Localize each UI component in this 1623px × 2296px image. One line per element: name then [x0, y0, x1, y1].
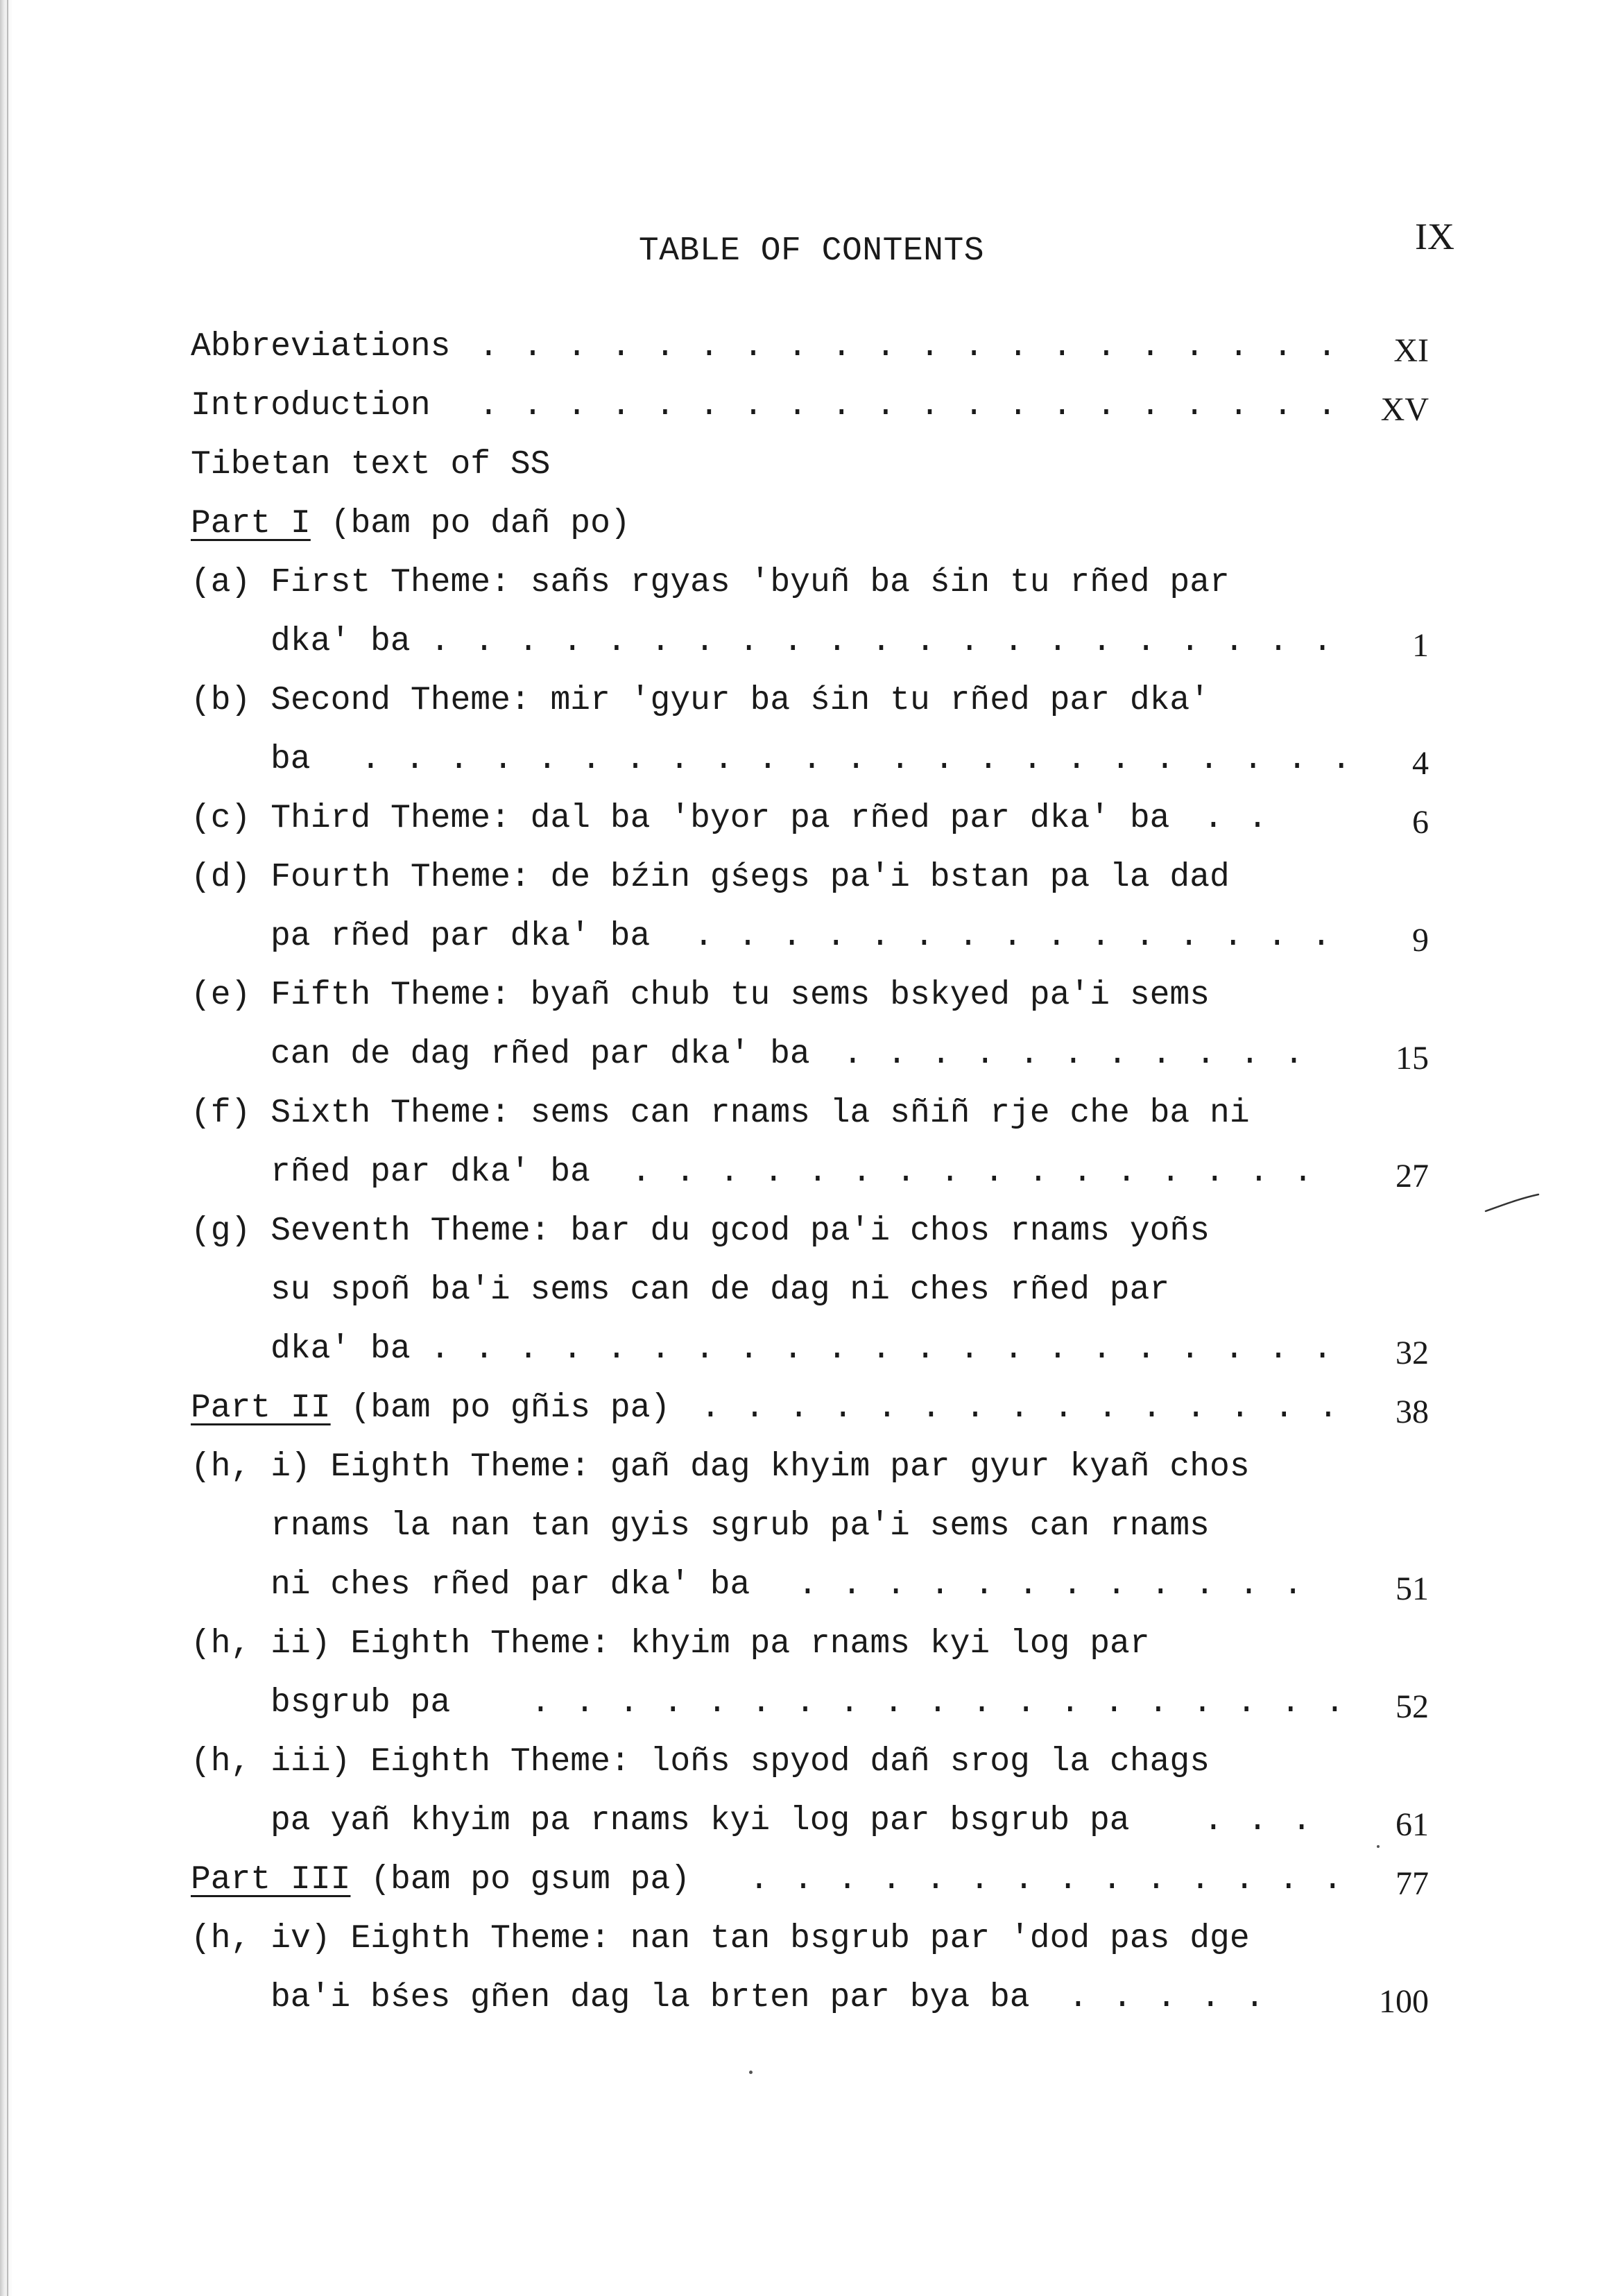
- toc-entry-label: Tibetan text of SS: [191, 446, 551, 483]
- toc-entry-label: Introduction: [191, 387, 431, 425]
- toc-entry-page: 51: [1396, 1570, 1429, 1607]
- dot-leader: . . . . . . . . . . .: [843, 1036, 1306, 1073]
- dot-leader: . . . . . . . . . . . . . . .: [701, 1389, 1341, 1427]
- dot-leader: . . . . . . . . . . . . . . . . . . .: [531, 1684, 1347, 1722]
- toc-entry-label: rnams la nan tan gyis sgrub pa'i sems can rnams: [270, 1507, 1210, 1545]
- toc-entry-label: (d) Fourth Theme: de bźin gśegs pa'i bstan pa la dad: [191, 859, 1230, 896]
- toc-entry-label: (h, i) Eighth Theme: gañ dag khyim par gyur kyañ chos: [191, 1448, 1250, 1486]
- part-subtitle: (bam po gñis pa): [330, 1389, 671, 1427]
- dot-leader: . . . . . . . . . . . . . . .: [694, 918, 1334, 955]
- dot-leader: . . .: [1203, 1802, 1314, 1840]
- toc-entry-page: XV: [1380, 391, 1429, 428]
- toc-entry-label: (c) Third Theme: dal ba 'byor pa rñed par dka' ba: [191, 800, 1170, 837]
- scan-speck: [749, 2071, 753, 2074]
- toc-entry-label: ba'i bśes gñen dag la brten par bya ba: [270, 1979, 1030, 2016]
- toc-entry-label: bsgrub pa: [270, 1684, 451, 1722]
- toc-entry-label: (h, ii) Eighth Theme: khyim pa rnams kyi log par: [191, 1625, 1150, 1663]
- toc-entry-theme-c: [0, 798, 1623, 839]
- toc-part-heading: [0, 503, 1623, 545]
- roman-page-number: IX: [1415, 216, 1454, 257]
- dot-leader: . . . . . . . . . . . . . . . . . . . . .: [430, 1330, 1334, 1368]
- toc-entry-theme-e-line1: [0, 975, 1623, 1016]
- toc-entry-theme-b-line2: [0, 739, 1623, 780]
- toc-entry-page: 77: [1396, 1865, 1429, 1902]
- toc-entry-theme-g-line2: [0, 1269, 1623, 1311]
- toc-entry-label: (b) Second Theme: mir 'gyur ba śin tu rñed par dka': [191, 682, 1210, 719]
- toc-entry-theme-h-iii-line2: [0, 1800, 1623, 1842]
- toc-entry-page: 1: [1412, 627, 1429, 664]
- part-subtitle: (bam po dañ po): [310, 505, 630, 542]
- toc-entry-label: [191, 1387, 670, 1429]
- toc-entry-label: su spoñ ba'i sems can de dag ni ches rñed par: [270, 1271, 1170, 1309]
- dot-leader: . .: [1203, 800, 1270, 837]
- toc-entry-label: can de dag rñed par dka' ba: [270, 1036, 810, 1073]
- toc-entry-theme-e-line2: [0, 1034, 1623, 1075]
- toc-entry-theme-g-line1: [0, 1210, 1623, 1252]
- toc-entry-label: ba: [270, 741, 311, 778]
- toc-entry-page: 9: [1412, 922, 1429, 959]
- dot-leader: . . . . . . . . . . . . . . . . . . . . . . .: [361, 741, 1354, 778]
- toc-entry-label: (g) Seventh Theme: bar du gcod pa'i chos rnams yoñs: [191, 1213, 1210, 1250]
- toc-entry-theme-a-line2: [0, 621, 1623, 662]
- dot-leader: . . . . . . . . . . . . . . . .: [631, 1154, 1315, 1191]
- dot-leader: . . . . . . . . . . . . . . . . . . . .: [479, 328, 1339, 366]
- toc-entry-page: 52: [1396, 1688, 1429, 1725]
- pencil-stroke-icon: [1484, 1193, 1540, 1214]
- toc-entry-theme-h-i-line1: [0, 1446, 1623, 1488]
- toc-entry-theme-h-iii-line1: [0, 1741, 1623, 1783]
- toc-entry-page: 100: [1379, 1983, 1429, 2020]
- toc-entry-label: ni ches rñed par dka' ba: [270, 1566, 750, 1604]
- toc-entry-theme-a-line1: [0, 562, 1623, 603]
- page-title: TABLE OF CONTENTS: [638, 232, 985, 270]
- toc-entry-theme-d-line1: [0, 857, 1623, 898]
- toc-entry-label: pa yañ khyim pa rnams kyi log par bsgrub pa: [270, 1802, 1130, 1840]
- toc-entry-label: (a) First Theme: sañs rgyas 'byuñ ba śin tu rñed par: [191, 564, 1230, 601]
- toc-entry-page: 15: [1396, 1040, 1429, 1077]
- toc-entry-theme-h-ii-line2: [0, 1682, 1623, 1724]
- toc-entry-label: dka' ba: [270, 1330, 411, 1368]
- toc-entry-theme-f-line1: [0, 1093, 1623, 1134]
- dot-leader: . . . . . . . . . . . . . .: [749, 1861, 1345, 1899]
- scan-speck: [1377, 1845, 1380, 1848]
- toc-entry-page: 4: [1412, 745, 1429, 782]
- part-underlined-label: Part II: [191, 1389, 331, 1427]
- toc-entry-page: 61: [1396, 1806, 1429, 1843]
- dot-leader: . . . . . . . . . . . . . . . . . . . . .: [430, 623, 1334, 660]
- toc-entry-label: (h, iii) Eighth Theme: loñs spyod dañ srog la chags: [191, 1743, 1210, 1781]
- toc-part-heading: [0, 1387, 1623, 1429]
- toc-entry-page: 38: [1396, 1394, 1429, 1430]
- toc-entry-theme-h-ii-line1: [0, 1623, 1623, 1665]
- dot-leader: . . . . . . . . . . . . . . . . . . . .: [479, 387, 1339, 425]
- toc-entry-page: XI: [1393, 332, 1429, 369]
- toc-entry-page: 27: [1396, 1158, 1429, 1194]
- toc-entry-theme-d-line2: [0, 916, 1623, 957]
- part-subtitle: (bam po gsum pa): [350, 1861, 691, 1899]
- toc-entry-theme-h-i-line2: [0, 1505, 1623, 1547]
- toc-entry-theme-h-iv-line1: [0, 1918, 1623, 1960]
- dot-leader: . . . . . . . . . . . .: [798, 1566, 1305, 1604]
- toc-entry-theme-h-iv-line2: [0, 1977, 1623, 2019]
- toc-entry-theme-g-line3: [0, 1328, 1623, 1370]
- toc-entry-label: (h, iv) Eighth Theme: nan tan bsgrub par 'dod pas dge: [191, 1920, 1250, 1957]
- toc-entry-label: (e) Fifth Theme: byañ chub tu sems bskyed pa'i sems: [191, 977, 1210, 1014]
- toc-entry-label: [191, 1859, 690, 1901]
- part-underlined-label: Part I: [191, 505, 311, 542]
- toc-entry-page: 32: [1396, 1335, 1429, 1371]
- toc-entry-theme-f-line2: [0, 1151, 1623, 1193]
- toc-entry-page: 6: [1412, 804, 1429, 841]
- toc-entry-label: pa rñed par dka' ba: [270, 918, 651, 955]
- toc-entry-theme-b-line1: [0, 680, 1623, 721]
- toc-entry-theme-h-i-line3: [0, 1564, 1623, 1606]
- toc-entry-label: rñed par dka' ba: [270, 1154, 590, 1191]
- toc-entry-introduction: [0, 385, 1623, 427]
- part-underlined-label: Part III: [191, 1861, 351, 1899]
- toc-entry-tibetan-text: [0, 444, 1623, 486]
- toc-entry-label: [191, 503, 630, 545]
- dot-leader: . . . . .: [1068, 1979, 1267, 2016]
- toc-entry-label: Abbreviations: [191, 328, 451, 366]
- toc-part-heading: [0, 1859, 1623, 1901]
- toc-entry-abbreviations: [0, 326, 1623, 368]
- toc-entry-label: dka' ba: [270, 623, 411, 660]
- toc-entry-label: (f) Sixth Theme: sems can rnams la sñiñ rje che ba ni: [191, 1095, 1250, 1132]
